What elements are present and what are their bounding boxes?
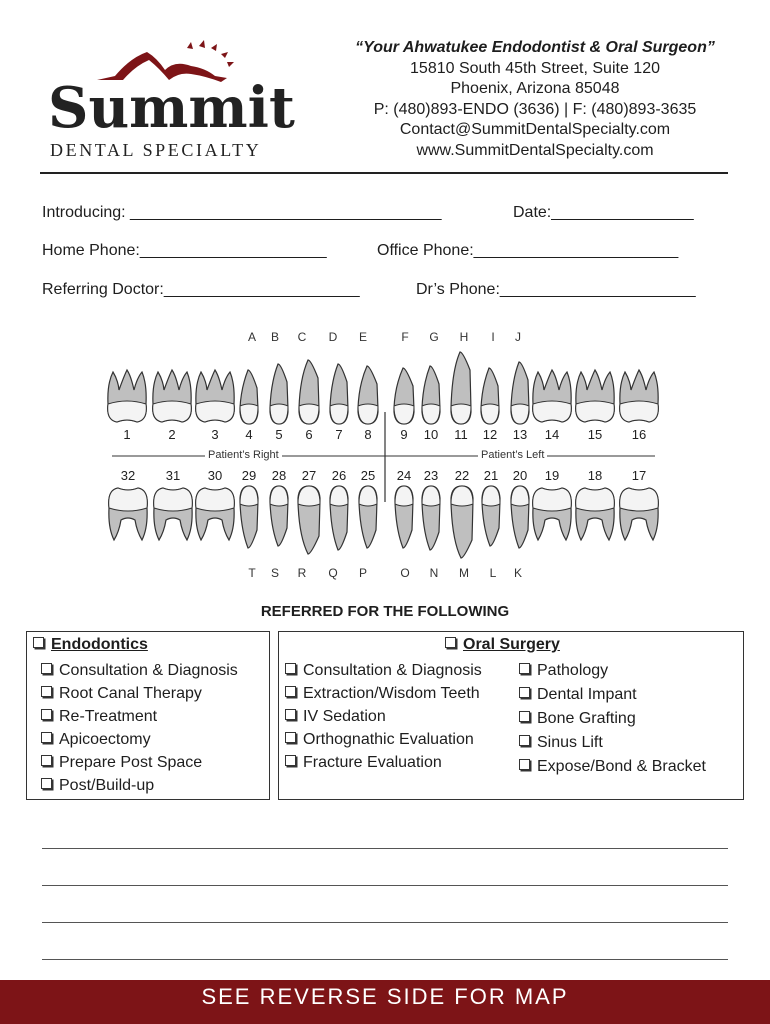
office-phone-field[interactable]: Office Phone:_______________________ bbox=[377, 242, 679, 259]
endodontics-option[interactable] bbox=[41, 754, 202, 772]
drs-phone-field[interactable]: Dr’s Phone:______________________ bbox=[416, 281, 696, 298]
oral-surgery-option[interactable] bbox=[285, 708, 386, 726]
tooth-number[interactable]: 21 bbox=[483, 468, 499, 483]
upper-molar-icon[interactable] bbox=[196, 370, 235, 422]
tooth-number[interactable]: 2 bbox=[168, 427, 176, 442]
logo bbox=[40, 38, 310, 168]
tooth-number[interactable]: 22 bbox=[454, 468, 470, 483]
address-line-2: Phoenix, Arizona 85048 bbox=[450, 80, 620, 98]
tooth-number[interactable]: 24 bbox=[396, 468, 412, 483]
endodontics-box bbox=[26, 631, 270, 800]
tooth-number[interactable]: 26 bbox=[331, 468, 347, 483]
oral-surgery-option[interactable] bbox=[285, 685, 480, 703]
date-field[interactable]: Date:________________ bbox=[513, 204, 694, 221]
lower-molar-icon[interactable] bbox=[154, 488, 193, 540]
checkbox-icon[interactable] bbox=[519, 663, 530, 674]
tooth-number[interactable]: 10 bbox=[423, 427, 439, 442]
primary-tooth-label: N bbox=[429, 566, 439, 580]
primary-tooth-label: A bbox=[247, 330, 257, 344]
logo-wordmark: Summit bbox=[48, 75, 295, 141]
oral-surgery-option[interactable] bbox=[285, 731, 474, 749]
endodontics-option[interactable] bbox=[41, 731, 151, 749]
checkbox-icon[interactable] bbox=[41, 663, 52, 674]
oral-surgery-option[interactable] bbox=[519, 662, 608, 680]
address-line-1: 15810 South 45th Street, Suite 120 bbox=[410, 59, 660, 77]
upper-tooth-icon[interactable] bbox=[451, 352, 471, 424]
tooth-number[interactable]: 11 bbox=[454, 427, 468, 442]
tooth-number[interactable]: 16 bbox=[631, 427, 647, 442]
primary-tooth-label: K bbox=[513, 566, 523, 580]
lower-tooth-icon[interactable] bbox=[422, 486, 440, 550]
tooth-number[interactable]: 15 bbox=[587, 427, 603, 442]
primary-tooth-label: J bbox=[515, 330, 521, 344]
endodontics-option[interactable] bbox=[41, 777, 154, 795]
checkbox-icon[interactable] bbox=[445, 637, 456, 648]
primary-tooth-label: O bbox=[400, 566, 410, 580]
upper-molar-icon[interactable] bbox=[576, 370, 615, 422]
tooth-number[interactable]: 20 bbox=[512, 468, 528, 483]
patients-left-label: Patient’s Left bbox=[478, 449, 547, 461]
tooth-number[interactable]: 12 bbox=[482, 427, 498, 442]
lower-tooth-icon[interactable] bbox=[482, 486, 500, 546]
primary-tooth-label: E bbox=[358, 330, 368, 344]
checkbox-icon[interactable] bbox=[519, 759, 530, 770]
option-label: Pathology bbox=[537, 662, 609, 679]
tooth-number[interactable]: 14 bbox=[544, 427, 560, 442]
tooth-number[interactable]: 7 bbox=[335, 427, 343, 442]
patients-right-label: Patient’s Right bbox=[205, 449, 282, 461]
upper-molar-icon[interactable] bbox=[108, 370, 147, 422]
oral-surgery-heading[interactable]: Oral Surgery bbox=[445, 636, 560, 654]
tooth-number[interactable]: 32 bbox=[120, 468, 136, 483]
option-label: Root Canal Therapy bbox=[59, 685, 202, 702]
notes-line[interactable] bbox=[42, 848, 728, 849]
tooth-number[interactable]: 19 bbox=[544, 468, 560, 483]
notes-line[interactable] bbox=[42, 885, 728, 886]
footer-banner: SEE REVERSE SIDE FOR MAP bbox=[0, 980, 770, 1024]
lower-tooth-icon[interactable] bbox=[451, 486, 473, 558]
lower-tooth-icon[interactable] bbox=[270, 486, 288, 546]
tooth-number[interactable]: 1 bbox=[123, 427, 131, 442]
checkbox-icon[interactable] bbox=[33, 637, 44, 648]
tooth-number[interactable]: 5 bbox=[275, 427, 283, 442]
option-label: Extraction/Wisdom Teeth bbox=[303, 685, 480, 702]
upper-tooth-icon[interactable] bbox=[481, 368, 499, 424]
website: www.SummitDentalSpecialty.com bbox=[416, 141, 654, 159]
checkbox-icon[interactable] bbox=[285, 663, 296, 674]
oral-surgery-option[interactable] bbox=[519, 686, 637, 704]
upper-molar-icon[interactable] bbox=[153, 370, 192, 422]
referring-doctor-field[interactable]: Referring Doctor:______________________ bbox=[42, 281, 360, 298]
checkbox-icon[interactable] bbox=[519, 687, 530, 698]
primary-tooth-label: T bbox=[248, 566, 256, 580]
lower-tooth-icon[interactable] bbox=[330, 486, 348, 550]
primary-tooth-label: F bbox=[401, 330, 409, 344]
option-label: Bone Grafting bbox=[537, 710, 636, 727]
endodontics-heading[interactable]: Endodontics bbox=[33, 636, 148, 654]
tooth-number[interactable]: 3 bbox=[211, 427, 219, 442]
primary-tooth-label: R bbox=[297, 566, 307, 580]
checkbox-icon[interactable] bbox=[285, 709, 296, 720]
primary-tooth-label: G bbox=[429, 330, 439, 344]
oral-surgery-option[interactable] bbox=[519, 710, 636, 728]
home-phone-field[interactable]: Home Phone:_____________________ bbox=[42, 242, 327, 259]
tooth-number[interactable]: 17 bbox=[631, 468, 647, 483]
primary-tooth-label: L bbox=[489, 566, 497, 580]
lower-molar-icon[interactable] bbox=[576, 488, 615, 540]
lower-molar-icon[interactable] bbox=[533, 488, 572, 540]
endodontics-option[interactable] bbox=[41, 708, 157, 726]
tooth-number[interactable]: 30 bbox=[207, 468, 223, 483]
tooth-number[interactable]: 8 bbox=[364, 427, 372, 442]
email: Contact@SummitDentalSpecialty.com bbox=[399, 121, 671, 139]
lower-tooth-icon[interactable] bbox=[359, 486, 377, 548]
oral-surgery-box bbox=[278, 631, 744, 800]
checkbox-icon[interactable] bbox=[41, 778, 52, 789]
logo-subtitle: DENTAL SPECIALTY bbox=[50, 140, 262, 160]
oral-surgery-option[interactable] bbox=[519, 734, 603, 752]
lower-molar-icon[interactable] bbox=[196, 488, 235, 540]
upper-tooth-icon[interactable] bbox=[511, 362, 529, 424]
endodontics-option[interactable] bbox=[41, 685, 202, 703]
lower-molar-icon[interactable] bbox=[109, 488, 148, 540]
tooth-number[interactable]: 23 bbox=[423, 468, 439, 483]
option-label: Consultation & Diagnosis bbox=[59, 662, 238, 679]
tooth-number[interactable]: 31 bbox=[165, 468, 181, 483]
option-label: Fracture Evaluation bbox=[303, 754, 442, 771]
checkbox-icon[interactable] bbox=[285, 686, 296, 697]
upper-molar-icon[interactable] bbox=[533, 370, 572, 422]
tooth-number[interactable]: 9 bbox=[400, 427, 408, 442]
option-label: Consultation & Diagnosis bbox=[303, 662, 482, 679]
tooth-number[interactable]: 27 bbox=[301, 468, 317, 483]
checkbox-icon[interactable] bbox=[285, 755, 296, 766]
checkbox-icon[interactable] bbox=[41, 755, 52, 766]
option-label: Prepare Post Space bbox=[59, 754, 203, 771]
primary-tooth-label: P bbox=[358, 566, 368, 580]
checkbox-icon[interactable] bbox=[41, 732, 52, 743]
tooth-number[interactable]: 25 bbox=[360, 468, 376, 483]
upper-tooth-icon[interactable] bbox=[422, 366, 440, 424]
tooth-chart bbox=[0, 320, 770, 590]
upper-tooth-icon[interactable] bbox=[240, 370, 258, 424]
tooth-number[interactable]: 4 bbox=[245, 427, 253, 442]
primary-tooth-label: C bbox=[297, 330, 307, 344]
teeth-diagram bbox=[0, 320, 770, 590]
tooth-number[interactable]: 13 bbox=[512, 427, 528, 442]
primary-tooth-label: S bbox=[270, 566, 280, 580]
header-divider bbox=[40, 172, 728, 174]
primary-tooth-label: H bbox=[459, 330, 469, 344]
primary-tooth-label: B bbox=[270, 330, 280, 344]
upper-tooth-icon[interactable] bbox=[330, 364, 348, 424]
primary-tooth-label: I bbox=[491, 330, 495, 344]
oral-surgery-option[interactable] bbox=[519, 758, 706, 776]
upper-tooth-icon[interactable] bbox=[270, 364, 288, 424]
lower-tooth-icon[interactable] bbox=[298, 486, 320, 554]
referral-title: REFERRED FOR THE FOLLOWING bbox=[260, 603, 510, 620]
tagline: “Your Ahwatukee Endodontist & Oral Surgeon” bbox=[355, 39, 715, 56]
endodontics-option[interactable] bbox=[41, 662, 238, 680]
option-label: Expose/Bond & Bracket bbox=[537, 758, 706, 775]
checkbox-icon[interactable] bbox=[519, 711, 530, 722]
contact-block bbox=[330, 38, 740, 162]
option-label: Re-Treatment bbox=[59, 708, 158, 725]
checkbox-icon[interactable] bbox=[519, 735, 530, 746]
upper-tooth-icon[interactable] bbox=[394, 368, 414, 424]
notes-line[interactable] bbox=[42, 922, 728, 923]
upper-tooth-icon[interactable] bbox=[299, 360, 319, 424]
option-label: Dental Impant bbox=[537, 686, 637, 703]
primary-tooth-label: D bbox=[328, 330, 338, 344]
option-label: Apicoectomy bbox=[59, 731, 151, 748]
upper-tooth-icon[interactable] bbox=[358, 366, 378, 424]
oral-surgery-option[interactable] bbox=[285, 662, 482, 680]
option-label: IV Sedation bbox=[303, 708, 386, 725]
upper-molar-icon[interactable] bbox=[620, 370, 659, 422]
notes-line[interactable] bbox=[42, 959, 728, 960]
checkbox-icon[interactable] bbox=[41, 709, 52, 720]
checkbox-icon[interactable] bbox=[285, 732, 296, 743]
introducing-field[interactable]: Introducing: ___________________________________ bbox=[42, 204, 442, 221]
option-label: Post/Build-up bbox=[59, 777, 155, 794]
oral-surgery-option[interactable] bbox=[285, 754, 442, 772]
lower-molar-icon[interactable] bbox=[620, 488, 659, 540]
option-label: Sinus Lift bbox=[537, 734, 603, 751]
option-label: Orthognathic Evaluation bbox=[303, 731, 474, 748]
lower-tooth-icon[interactable] bbox=[511, 486, 529, 548]
tooth-number[interactable]: 28 bbox=[271, 468, 287, 483]
lower-tooth-icon[interactable] bbox=[395, 486, 413, 548]
checkbox-icon[interactable] bbox=[41, 686, 52, 697]
tooth-number[interactable]: 18 bbox=[587, 468, 603, 483]
primary-tooth-label: M bbox=[459, 566, 469, 580]
lower-tooth-icon[interactable] bbox=[240, 486, 258, 548]
tooth-number[interactable]: 29 bbox=[241, 468, 257, 483]
primary-tooth-label: Q bbox=[328, 566, 338, 580]
phone-fax: P: (480)893-ENDO (3636) | F: (480)893-3635 bbox=[373, 100, 697, 118]
tooth-number[interactable]: 6 bbox=[305, 427, 313, 442]
